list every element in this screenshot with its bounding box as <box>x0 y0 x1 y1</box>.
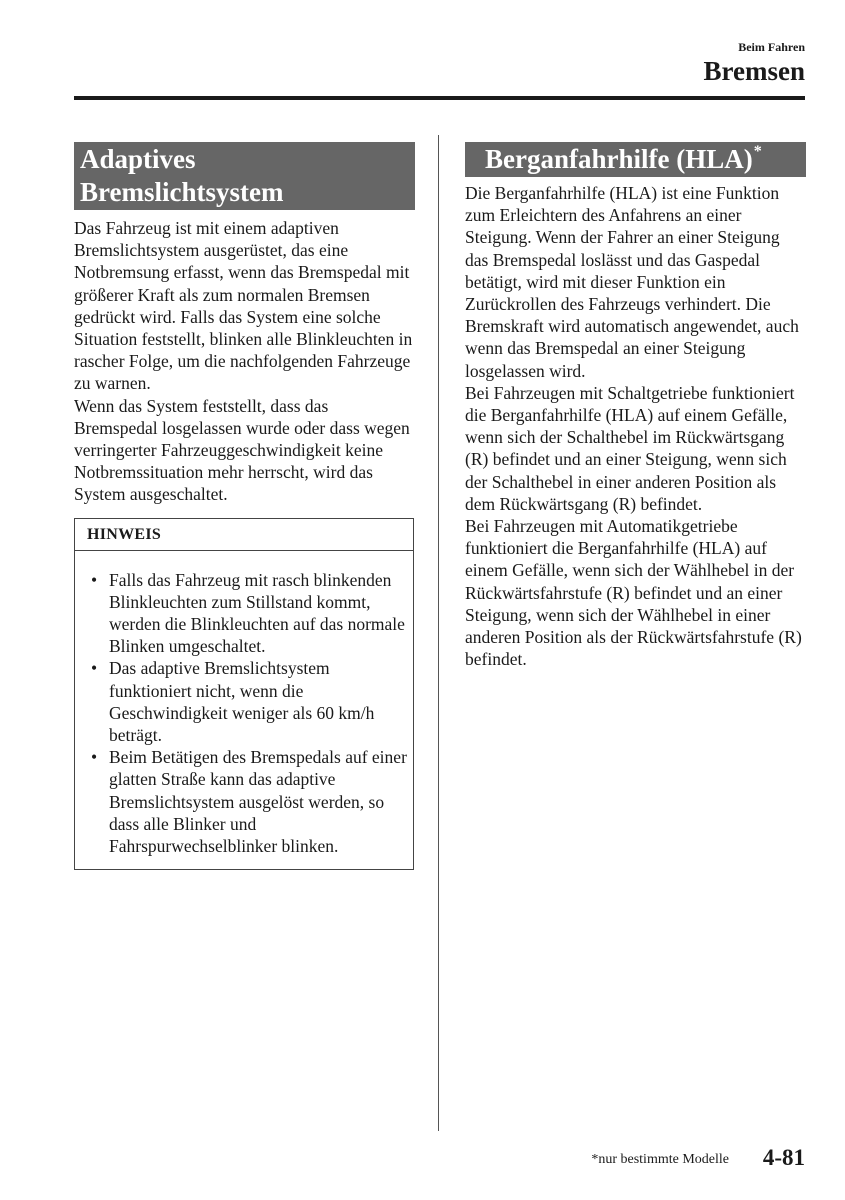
section-heading-hill-launch-assist <box>465 142 806 177</box>
note-item-text: Falls das Fahrzeug mit rasch blinkenden Blinkleuchten zum Stillstand kommt, werden die Blinkleuchten auf das normale Blinken umgeschaltet. <box>109 569 405 657</box>
note-list <box>75 551 413 870</box>
paragraph: Das Fahrzeug ist mit einem adaptiven Bremslichtsystem ausgerüstet, das eine Notbremsung erfasst, wenn das Bremspedal mit größerer Kraft als zum normalen Bremsen gedrückt wird. Falls das System eine solche Situation feststellt, blinken alle Blinkleuchten in rascher Folge, um die nachfolgenden Fahrzeuge zu warnen. <box>74 218 413 394</box>
header-rule <box>74 96 805 100</box>
paragraph: Bei Fahrzeugen mit Schaltgetriebe funktioniert die Berganfahrhilfe (HLA) auf einem Gefälle, wenn sich der Schalthebel im Rückwärtsgang (R) befindet und an einer Steigung, wenn sich der Schalthebel in einer anderen Position als dem Rückwärtsgang (R) befindet. <box>465 382 795 514</box>
bullet-icon: • <box>91 747 98 768</box>
note-item-text: Das adaptive Bremslichtsystem funktioniert nicht, wenn die Geschwindigkeit weniger als 60 km/h beträgt. <box>109 658 375 746</box>
note-box <box>74 518 414 871</box>
bullet-icon: • <box>91 658 98 679</box>
paragraph: Wenn das System feststellt, dass das Bremspedal losgelassen wurde oder dass wegen verringerter Fahrzeuggeschwindigkeit keine Notbremssituation mehr herrscht, wird das System ausgeschaltet. <box>74 395 410 505</box>
paragraph: Die Berganfahrhilfe (HLA) ist eine Funktion zum Erleichtern des Anfahrens an einer Steigung. Wenn der Fahrer an einer Steigung das Bremspedal loslässt und das Gaspedal betätigt, wird mit dieser Funktion ein Zurückrollen des Fahrzeugs verhindert. Die Bremskraft wird automatisch angewendet, auch wenn das Bremspedal an einer Steigung losgelassen wird. <box>465 183 799 381</box>
page-title: Bremsen <box>703 56 805 86</box>
page-number: 4-81 <box>762 1145 805 1170</box>
note-item-text: Beim Betätigen des Bremspedals auf einer glatten Straße kann das adaptive Bremslichtsystem ausgelöst werden, so dass alle Blinker und Fahrspurwechselblinker blinken. <box>109 747 407 857</box>
footnote: *nur bestimmte Modelle <box>591 1152 729 1167</box>
page-footer <box>0 1140 845 1180</box>
paragraph: Bei Fahrzeugen mit Automatikgetriebe funktioniert die Berganfahrhilfe (HLA) auf einem Gefälle, wenn sich der Wählhebel in der Rückwärtsfahrstufe (R) befindet und an einer Steigung, wenn sich der Wählhebel in einer anderen Position als der Rückwärtsfahrstufe (R) befindet. <box>465 516 802 670</box>
column-divider <box>438 135 439 1131</box>
heading-line-2: Bremslichtsystem <box>80 177 284 207</box>
section-body-adaptive-brake-light <box>74 217 415 506</box>
page-header <box>0 0 845 105</box>
left-column <box>74 142 415 870</box>
optional-equipment-mark: * <box>753 143 762 160</box>
section-heading-adaptive-brake-light <box>74 142 415 210</box>
note-item <box>87 657 407 746</box>
section-body-hill-launch-assist <box>465 182 806 670</box>
heading-text: Berganfahrhilfe (HLA) <box>485 144 753 174</box>
right-column <box>465 142 806 670</box>
chapter-label: Beim Fahren <box>738 40 805 54</box>
note-item <box>87 746 407 857</box>
note-item <box>87 569 407 658</box>
heading-line-1: Adaptives <box>80 144 196 174</box>
bullet-icon: • <box>91 569 98 590</box>
note-title: HINWEIS <box>75 519 413 551</box>
